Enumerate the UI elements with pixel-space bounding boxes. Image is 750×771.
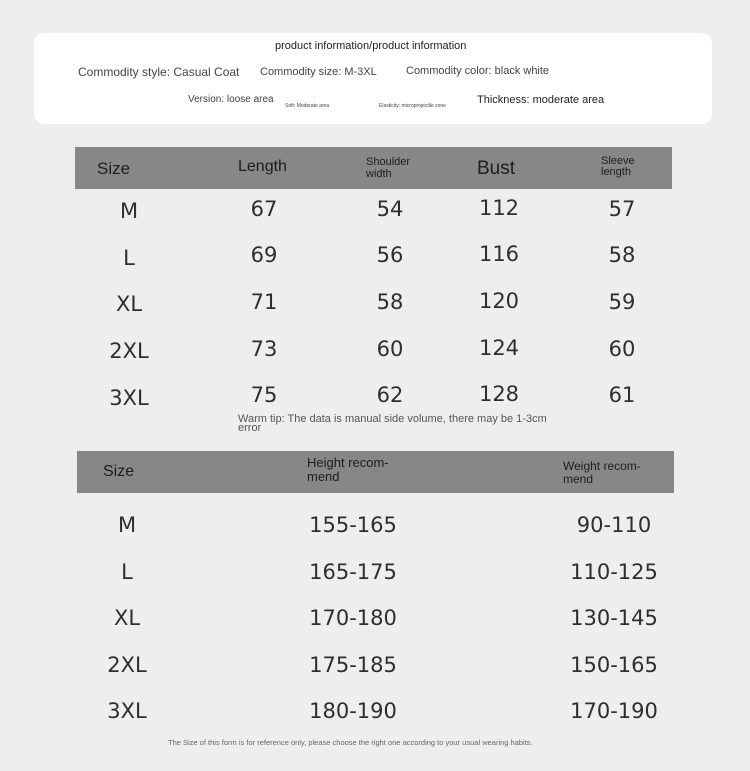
header-length: Length [238,158,287,175]
rec-size-cell: M [117,513,137,537]
info-elasticity: Elasticity: microprojectile zone [379,103,446,109]
rec-size-cell: XL [113,606,141,630]
length-cell: 75 [250,383,278,407]
info-version: Version: loose area [188,94,274,105]
sleeve-cell: 58 [608,243,636,267]
height-cell: 170-180 [309,606,397,630]
height-cell: 165-175 [309,560,397,584]
shoulder-cell: 62 [376,383,404,407]
size-cell: 2XL [109,339,149,363]
recommend-table-header [77,451,674,493]
header-weight-recommend: Weight recom-mend [563,459,641,486]
header-bust: Bust [477,158,516,179]
weight-cell: 170-190 [570,699,658,723]
bust-cell: 128 [478,382,520,406]
sleeve-cell: 59 [608,290,636,314]
weight-cell: 130-145 [570,606,658,630]
weight-cell: 110-125 [570,560,658,584]
info-thickness: Thickness: moderate area [477,94,605,106]
header-shoulder-width: Shoulder width [366,156,411,180]
sleeve-cell: 57 [608,197,636,221]
info-soft: Soft: Moderate area [285,103,330,109]
bust-cell: 112 [478,196,520,220]
header-rec-size: Size [103,463,135,480]
shoulder-cell: 58 [376,290,404,314]
info-color: Commodity color: black white [406,65,550,77]
info-style: Commodity style: Casual Coat [78,65,240,79]
header-size: Size [97,159,131,178]
height-cell: 180-190 [309,699,397,723]
shoulder-cell: 54 [376,197,404,221]
weight-cell: 150-165 [570,653,658,677]
size-cell: 3XL [109,386,149,410]
info-size: Commodity size: M-3XL [260,66,377,78]
length-cell: 71 [250,290,278,314]
footer-note: The Size of this form is for reference only, please choose the right one according to your usual wearing habits. [168,738,533,747]
header-sleeve-length: Sleeve length [601,155,635,178]
size-cell: M [119,199,139,223]
product-info-card [34,33,712,124]
size-table-header [75,147,672,189]
info-title: product information/product information [275,40,467,52]
size-cell: L [123,246,135,270]
shoulder-cell: 56 [376,243,404,267]
bust-cell: 116 [478,242,520,266]
sleeve-cell: 60 [608,337,636,361]
rec-size-cell: L [121,560,133,584]
height-cell: 155-165 [309,513,397,537]
warm-tip: Warm tip: The data is manual side volume, there may be 1-3cm error [238,413,547,434]
length-cell: 73 [250,337,278,361]
shoulder-cell: 60 [376,337,404,361]
sleeve-cell: 61 [608,383,636,407]
height-cell: 175-185 [309,653,397,677]
length-cell: 69 [250,243,278,267]
weight-cell: 90-110 [576,513,652,537]
bust-cell: 124 [478,336,520,360]
header-height-recommend: Height recom-mend [307,455,389,484]
rec-size-cell: 3XL [107,699,147,723]
size-cell: XL [115,292,143,316]
rec-size-cell: 2XL [107,653,147,677]
bust-cell: 120 [478,289,520,313]
length-cell: 67 [250,197,278,221]
